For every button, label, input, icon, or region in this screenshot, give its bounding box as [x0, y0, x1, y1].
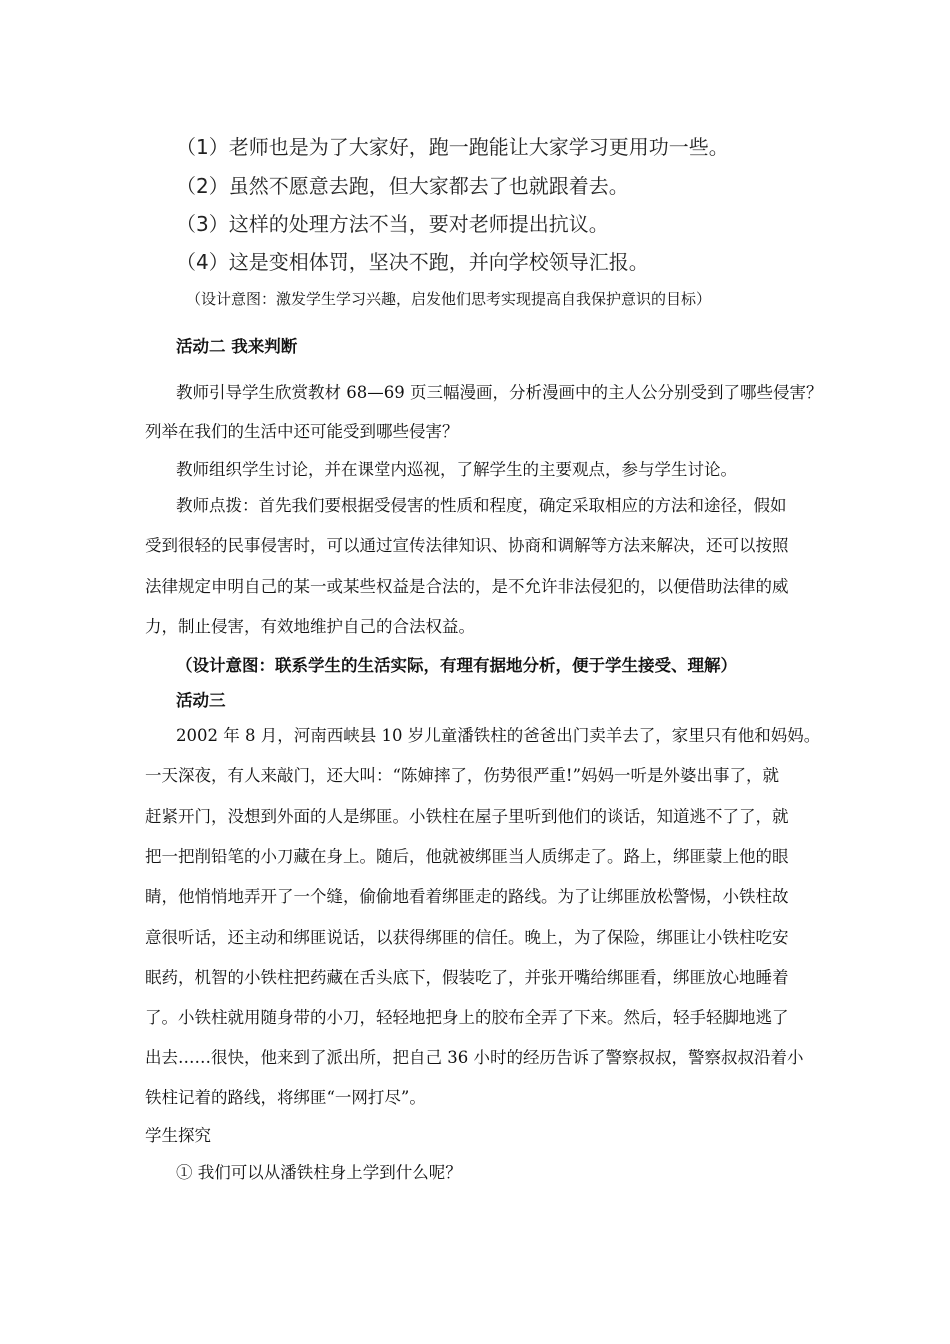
- inquiry-question-1: ① 我们可以从潘铁柱身上学到什么呢？: [176, 1163, 462, 1182]
- story-line-6: 意很听话，还主动和绑匪说话，以获得绑匪的信任。晚上，为了保险，绑匪让小铁柱吃安: [145, 928, 789, 947]
- story-line-3: 赶紧开门，没想到外面的人是绑匪。小铁柱在屋子里听到他们的谈话，知道逃不了了，就: [145, 807, 789, 826]
- story-line-4: 把一把削铅笔的小刀藏在身上。随后，他就被绑匪当人质绑走了。路上，绑匪蒙上他的眼: [145, 847, 789, 866]
- activity2-p1-line1: 教师引导学生欣赏教材 68—69 页三幅漫画，分析漫画中的主人公分别受到了哪些侵害？: [176, 383, 823, 402]
- story-line-5: 睛，他悄悄地弄开了一个缝，偷偷地看着绑匪走的路线。为了让绑匪放松警惕，小铁柱故: [145, 887, 789, 906]
- activity2-p3-line1: 教师点拨：首先我们要根据受侵害的性质和程度，确定采取相应的方法和途径，假如: [176, 496, 787, 515]
- story-line-2: 一天深夜，有人来敲门，还大叫：“陈婶摔了，伤势很严重!”妈妈一听是外婆出事了，就: [145, 766, 780, 785]
- activity2-p3-line4: 力，制止侵害，有效地维护自己的合法权益。: [145, 617, 475, 636]
- story-line-8: 了。小铁柱就用随身带的小刀，轻轻地把身上的胶布全弄了下来。然后，轻手轻脚地逃了: [145, 1008, 789, 1027]
- story-line-9: 出去……很快，他来到了派出所，把自己 36 小时的经历告诉了警察叔叔，警察叔叔沿着小: [145, 1048, 804, 1067]
- activity2-p2: 教师组织学生讨论，并在课堂内巡视，了解学生的主要观点，参与学生讨论。: [176, 460, 737, 479]
- activity2-heading: 活动二 我来判断: [176, 337, 298, 356]
- activity2-p3-line2: 受到很轻的民事侵害时，可以通过宣传法律知识、协商和调解等方法来解决，还可以按照: [145, 536, 789, 555]
- option-2: （2）虽然不愿意去跑，但大家都去了也就跟着去。: [176, 174, 629, 198]
- activity2-p3-line3: 法律规定申明自己的某一或某些权益是合法的，是不允许非法侵犯的，以便借助法律的威: [145, 577, 789, 596]
- activity2-p1-line2: 列举在我们的生活中还可能受到哪些侵害？: [145, 422, 459, 441]
- design-note-2: （设计意图：联系学生的生活实际，有理有据地分析，便于学生接受、理解）: [176, 656, 737, 675]
- inquiry-heading: 学生探究: [145, 1126, 211, 1145]
- story-line-7: 眠药，机智的小铁柱把药藏在舌头底下，假装吃了，并张开嘴给绑匪看，绑匪放心地睡着: [145, 968, 789, 987]
- option-3: （3）这样的处理方法不当，要对老师提出抗议。: [176, 212, 609, 236]
- story-line-10: 铁柱记着的路线，将绑匪“一网打尽”。: [145, 1088, 426, 1107]
- option-1: （1）老师也是为了大家好，跑一跑能让大家学习更用功一些。: [176, 135, 729, 159]
- activity3-heading: 活动三: [176, 691, 226, 710]
- story-line-1: 2002 年 8 月，河南西峡县 10 岁儿童潘铁柱的爸爸出门卖羊去了，家里只有他和妈妈。: [176, 726, 821, 745]
- design-note-1: （设计意图：激发学生学习兴趣，启发他们思考实现提高自我保护意识的目标）: [186, 290, 712, 308]
- option-4: （4）这是变相体罚，坚决不跑，并向学校领导汇报。: [176, 250, 649, 274]
